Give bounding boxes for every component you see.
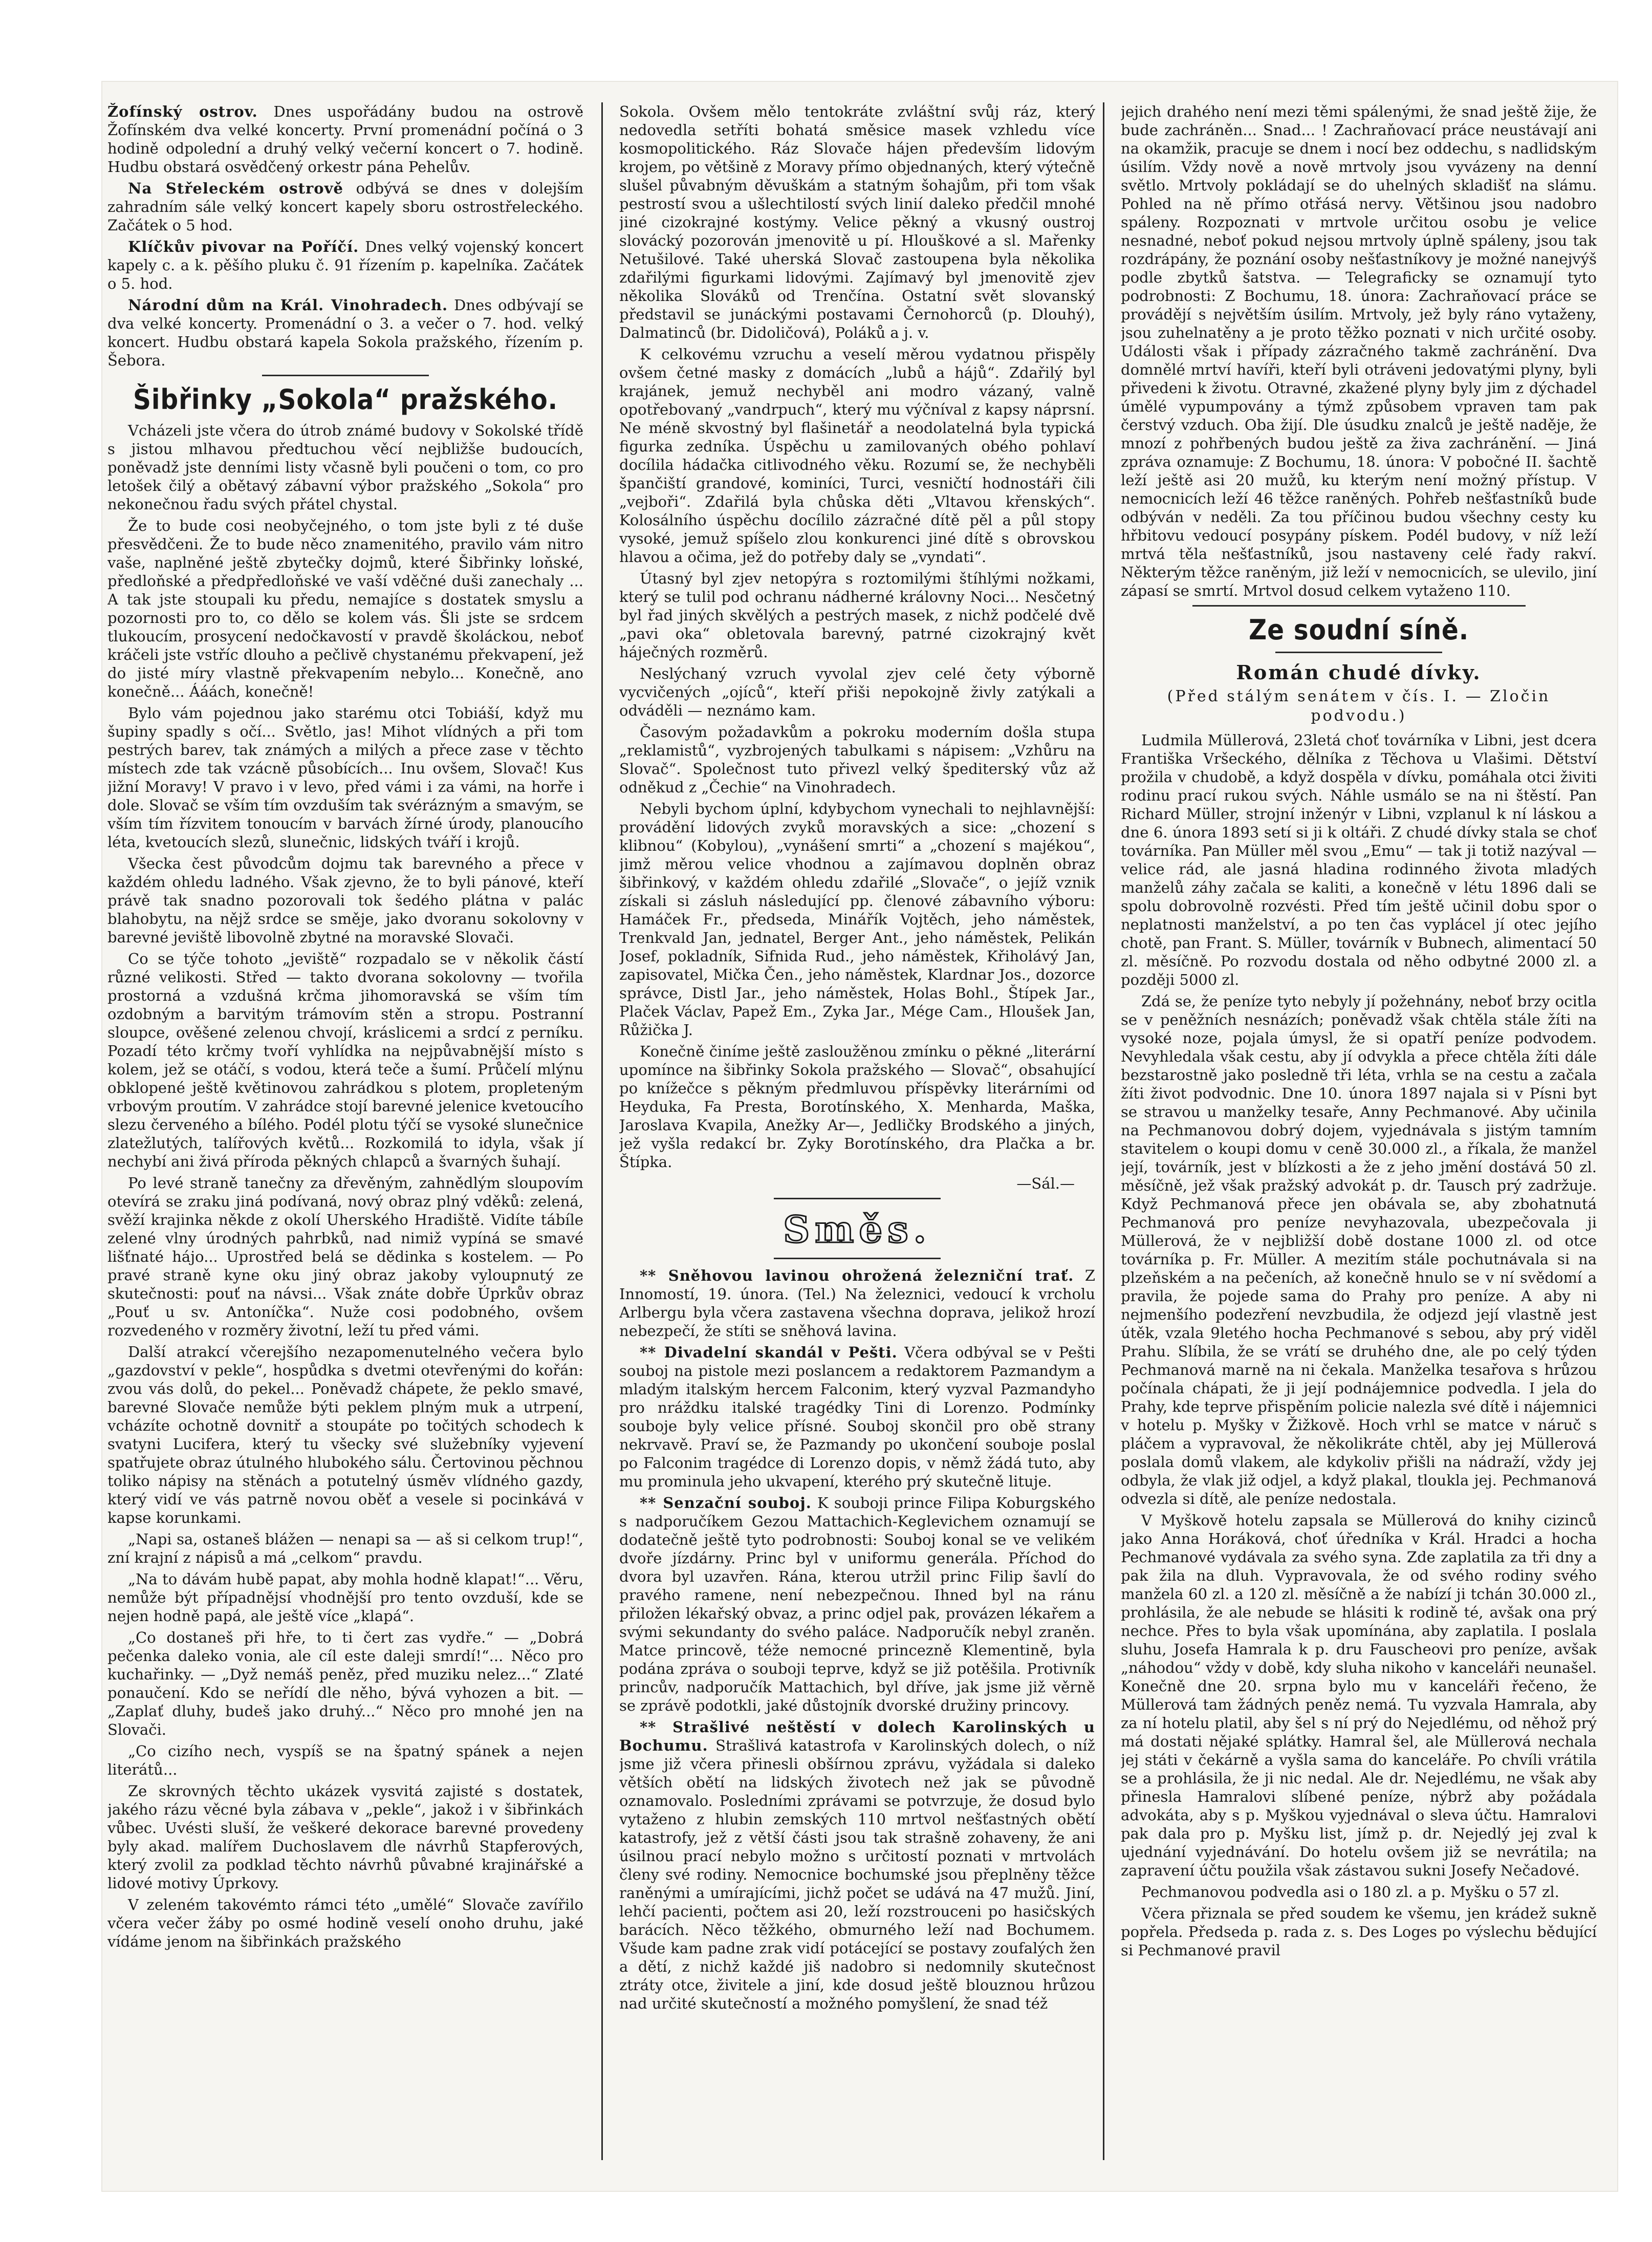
divider bbox=[774, 1198, 941, 1199]
news-item bbox=[619, 1718, 1095, 2013]
court-note: (Před stálým senátem v čís. I. — Zločin podvodu.) bbox=[1167, 687, 1551, 725]
news-item bbox=[619, 1266, 1095, 1340]
article-heading-sibrinky: Šibřinky „Sokola“ pražského. bbox=[133, 383, 558, 416]
news-item-text: K souboji prince Filipa Koburgského s nadporučíkem Gezou Mattachich-Keglevichem oznamují se dodatečně ještě tyto podrobnosti: Souboj konal se ve velikém dvoře jízdárny. Princ byl v uniformu generála. Příchod do dvora byl uzavřen. Rána, kterou utržil princ Filip šavlí do pravého ramene, není nebezpečnou. Ihned byl na ránu přiložen lékařský obvaz, a princ odjel pak, provázen lékařem a svými sekundanty do svého paláce. Nadporučík nebyl zraněn. Matce princově, téže nemocné princezně Klementině, byla podána zpráva o souboji teprve, když se již potěšila. Protivník princův, nadporučík Mattachich, byl dříve, jak jsme již věrně se zprávě podotkli, jaké důstojník dvorské družiny princovy. bbox=[619, 1494, 1095, 1714]
paragraph: Ludmila Müllerová, 23letá choť továrníka v Libni, jest dcera Františka Vršeckého, dělníka z Těchova u Vlašimi. Dětství prožila v chudobě, a když dospěla v dívku, pomáhala otci živiti rodinu prací rukou svých. Náhle usmálo se na ni štěstí. Pan Richard Müller, strojní inženýr v Libni, vzplanul k ní láskou a dne 6. února 1893 setí si ji k oltáři. Z chudé dívky stala se choť továrníka. Pan Müller měl svou „Emu“ — tak ji totiž nazýval — velice rád, ale jasná hladina rodinného života mladých manželů záhy začala se kaliti, a konečně v létu 1896 dali se spolu dobrovolně rozvésti. Před tím ještě učinil dobu spor o neplatnosti manželství, a po ten čas vyplácel jí otec jejího chotě, pan Frant. S. Müller, továrník v Bubnech, alimentací 50 zl. měsíčně. Po rozvodu dostala od něho odbytné 2000 zl. a později 5000 zl. bbox=[1121, 731, 1597, 988]
paragraph: Útasný byl zjev netopýra s roztomilými štíhlými nožkami, který se tulil pod ochranu nádherné královny Noci... Nesčetný byl řad jiných skvělých a pestrých masek, z nichž podčelé dvě „pavi oka“ obletovala barevný, patrné cizokrajný květ háječných rozměrů. bbox=[619, 570, 1095, 661]
section-heading-soudni-sin: Ze soudní síně. bbox=[1248, 614, 1469, 646]
news-item-lead: ** Strašlivé neštěstí v dolech Karolinských u Bochumu. bbox=[619, 1718, 1095, 1754]
paragraph: Ze skrovných těchto ukázek vysvitá zajisté s dostatek, jakého rázu věcné byla zábava v „pekle“, jakož i v šibřinkách vůbec. Uvésti sluší, že veškeré dekorace barevné provedeny byly akad. malířem Duchoslavem dle návrhů Stapferových, který zvolil za podklad těchto návrhů půvabné krajinářské a lidové motivy Úprkovy. bbox=[107, 1782, 583, 1892]
paragraph: Další atrakcí včerejšího nezapomenutelného večera bylo „gazdovství v pekle“, hospůdka s dvetmi otevřenými do kořán: zvou vás dolů, do pekel... Poněvadž chápete, že peklo smavé, barevné Slovače nemůže býti peklem plným muk a utrpení, vcházíte ochotně dovnitř a stoupáte po točitých schodech k svatyni Lucifera, který tu všecky své služebníky vyjevení spatřujete obraz útulného hlubokého sálu. Čertovinou pěchnou toliko nápisy na stěnách a potutelný úsměv vlídného gazdy, který vidí ve vás patrně novou oběť a vesele si pocinkává v kapse korunkami. bbox=[107, 1343, 583, 1526]
news-item-text: Včera odbýval se v Pešti souboj na pistole mezi poslancem a redaktorem Pazmandym a mladým italským hercem Falconim, který vyzval Pazmandyho pro nráždku italské tragédky Tini di Lorenzo. Podmínky souboje byly velice přísné. Souboj skončil pro obě strany nekrvavě. Praví se, že Pazmandy po ukončení souboje poslal po Falconim tragédce di Lorenzo dopis, v němž žádá tuto, aby mu prominula jeho ukvapení, kterého prý skutečně lituje. bbox=[619, 1344, 1095, 1490]
paragraph: K celkovému vzruchu a veselí měrou vydatnou přispěly ovšem četné masky z domácích „lubů a hájů“. Zdařilý byl krajánek, jemuž nechyběl ani modro vázaný, valně opotřebovaný „vandrpuch“, který mu výčníval z kapsy náprsní. Ne méně skvostný byl flašinetář a neodolatelná byla typická figurka zedníka. Úspěchu u zamilovaných obého pohlaví docílila hádačka citlivodného věku. Rozumí se, že nechyběli špančiští grandové, kominíci, Turci, vesničtí hodnostáři čili „vejboři“. Zdařilá byla chůska děti „Vltavou křenských“. Kolosálního úspěchu docílilo zázračné dítě pěl a půl stopy vysoké, jemuž spíšelo zlou konkurenci jiné dítě s obrovskou hlavou a očima, jež do potřeby daly se „vyndati“. bbox=[619, 346, 1095, 566]
notice-narodni-dum bbox=[107, 296, 583, 370]
notice-klickuv bbox=[107, 238, 583, 293]
divider bbox=[1192, 605, 1526, 607]
notice-lead: Národní dům na Král. Vinohradech. bbox=[128, 296, 448, 314]
column-rule bbox=[1103, 102, 1104, 2160]
paragraph: Po levé straně tanečny za dřevěným, zahnědlým sloupovím otevírá se zraku jiná podívaná, nový obraz plný vděků: zelená, svěží krajinka někde z okolí Uherského Hradiště. Vidíte tábíle zelené vlny úrodných pahrbků, nad nimiž vypíná se smavé lišťnaté hájo... Uprostřed belá se dědinka s kostelem. — Po pravé straně kyne oku jiný obraz jakoby vyloupnutý ze skutečnosti: pouť na návsi... Však znáte dobře Úprkův obraz „Pouť u sv. Antoníčka“. Nuže cosi podobného, ovšem rozvedeného v rozměry životní, leží tu před vámi. bbox=[107, 1174, 583, 1339]
column-1 bbox=[107, 102, 583, 2170]
section-heading-smes: Směs. bbox=[783, 1208, 931, 1251]
paragraph: Vcházeli jste včera do útrob známé budovy v Sokolské třídě s jistou mlhavou předtuchou věcí nejbližše budoucích, poněvadž jste denními listy včasně byli poučeni o tom, co pro letošek čilý a obětavý zábavní výbor pražského „Sokola“ pro nekonečnou řadu svých přátel chystal. bbox=[107, 422, 583, 513]
paragraph: „Na to dávám hubě papat, aby mohla hodně klapat!“... Věru, nemůže být případnějsí vhodnější pro tento ovzduší, kde se nejen hodně papá, ale ještě více „klapá“. bbox=[107, 1570, 583, 1625]
paragraph: „Napi sa, ostaneš blážen — nenapi sa — aš si celkom trup!“, zní krajní z nápisů a má „celkom“ pravdu. bbox=[107, 1530, 583, 1566]
paragraph: Zdá se, že peníze tyto nebyly jí požehnány, neboť brzy ocitla se v peněžních nesnázích; poněvadž však chtěla stále žíti na vysoké noze, pojala úmysl, že si opatří peníze podvodem. Nevyhledala však cestu, aby jí odvykla a přece chtěla žíti dále bezstarostně jako posledně tři léta, vrhla se na cestu a začala žíti život podvodnic. Dne 10. února 1897 najala si v Písni byt se stravou u manželky tesaře, Anny Pechmanové. Aby učinila na Pechmanovou dobrý dojem, vyjednávala s jistým tamním stavitelem o koupi domu v ceně 30.000 zl., a říkala, že manžel její, továrník, jest v blízkosti a že z jeho jmění dostává 50 zl. měsíčně, jež však pražský advokát p. dr. Tausch prý zadržuje. Když Pechmanová přece jen obávala se, aby zbohatnutá Pechmanová pro peníze nevyhazovala, ubezpečovala ji Müllerová, že v nejbližší době dostane 1000 zl. od otce továrníka p. Fr. Müller. A mezitím stále pochutnávala si na plzeňském a na pečeních, až konečně hnulo se v ní svědomí a pravila, že pojede sama do Prahy pro peníze. A aby ni nejmenšího podezření nevzbudila, že odjezd její vlastně jest útěk, vzala 9letého hocha Pechmanové s sebou, aby prý viděl Prahu. Slíbila, že se vrátí se druhého dne, ale po celý týden Pechmanová marně na ni čekala. Manželka tesařova s hrůzou počínala chápati, že ji její podnájemnice podvedla. I jela do Prahy, kde teprve přispěním policie nalezla své dítě i nájemnici v hotelu p. Myšky v Žižkově. Hoch vrhl se matce v náruč s pláčem a vypravoval, že několikráte chtěl, aby jej Müllerová poslala domů vlakem, ale kdykoliv přišli na nádraží, vždy jej odbyla, že vlak již odjel, a když plakal, tloukla jej. Pechmanová odvezla si dítě, ale peníze nedostala. bbox=[1121, 993, 1597, 1507]
paragraph: Včera přiznala se před soudem ke všemu, jen krádež sukně popřela. Předseda p. rada z. s. Des Loges po výslechu bědující si Pechmanové pravil bbox=[1121, 1905, 1597, 1959]
notice-lead: Klíčkův pivovar na Poříčí. bbox=[128, 238, 359, 255]
newspaper-page bbox=[102, 82, 1617, 2191]
news-item-lead: ** Divadelní skandál v Pešti. bbox=[640, 1344, 898, 1361]
notice-lead: Na Střeleckém ostrově bbox=[128, 180, 343, 197]
notice-text: Dnes odbývají se dva velké koncerty. Promenádní o 3. a večer o 7. hod. velký koncert. Hudbu obstará kapela Sokola pražského, řízením p. Šebora. bbox=[107, 296, 583, 369]
paragraph: Časovým požadavkům a pokroku moderním došla stupa „reklamistů“, vyzbrojených tabulkami s nápisem: „Vzhůru na Slovač“. Společnost tuto přivezl velký špediterský vůz až odněkud z „Čechie“ na Vinohradech. bbox=[619, 723, 1095, 796]
notice-strelecky bbox=[107, 179, 583, 234]
article-heading-roman: Román chudé dívky. bbox=[1236, 661, 1482, 684]
column-2 bbox=[619, 102, 1095, 2170]
paragraph: V zeleném takovémto rámci této „umělé“ Slovače zavířilo včera večer žáby po osmé hodině veselí onoho druhu, jaké vídáme jenom na šibřinkách pražského bbox=[107, 1896, 583, 1950]
notice-zofin bbox=[107, 102, 583, 176]
paragraph: V Myškově hotelu zapsala se Müllerová do knihy cizinců jako Anna Horáková, choť úředníka v Král. Hradci a hocha Pechmanové vydávala za svého syna. Zde zaplatila za tři dny a pak žila na dluh. Vypravovala, že od svého rodiny svého manžela 60 zl. a 120 zl. měsíčně a že nabízí ji tchán 30.000 zl., prohlásila, že ale nebude se hlásiti k rodině té, avšak ona prý nechce. Přes to byla však upomínána, aby zaplatila. I poslala sluhu, Josefa Hamrala k p. dru Fauscheovi pro peníze, avšak „náhodou“ vždy v době, kdy sluha nikoho v kanceláři neunašel. Konečně dne 20. srpna bylo mu v kanceláři řečeno, že Müllerová tam žádných peněz nemá. Tu vyzvala Hamrala, aby za ní hotelu platil, aby šel s ní prý do Nejedlému, od něhož prý má dostati nějaké splátky. Hamral šel, ale Müllerová nechala jej státi v čekárně a vyšla sama do kanceláře. Po chvíli vrátila se a prohlásila, že ji nic nedal. Ale dr. Nejedlému, ne však aby přinesla Hamralovi slíbené peníze, nýbrž aby požádala advokáta, aby s p. Myškou vyjednával o sleva účtu. Hamralovi pak dala pro p. Myšku list, jímž p. dr. Nejedlý jej zval k ujednání vyjednávání. Do hotelu ovšem již se nevrátila; na zapravení účtu použila však zástavou sukni Josefy Nečadové. bbox=[1121, 1512, 1597, 1879]
news-item-lead: ** Senzační souboj. bbox=[640, 1494, 812, 1512]
news-item-text: Z Innomostí, 19. února. (Tel.) Na železnici, vedoucí k vrcholu Arlbergu byla včera zastavena všechna doprava, jelikož hrozí nebezpečí, že stíti se sněhová lavina. bbox=[619, 1267, 1095, 1340]
divider bbox=[1275, 652, 1442, 653]
paragraph: Neslýchaný vzruch vyvolal zjev celé čety výborně vycvičených „ojíců“, kteří přiši nepokojně živly zatýkali a odváděli — neznámo kam. bbox=[619, 665, 1095, 719]
notice-lead: Žofínský ostrov. bbox=[107, 103, 258, 120]
notice-text: odbývá se dnes v dolejším zahradním sále velký koncert kapely sboru ostrostřeleckého. Začátek o 5 hod. bbox=[107, 180, 583, 234]
divider bbox=[262, 375, 429, 376]
column-3 bbox=[1121, 102, 1597, 2170]
notice-text: Dnes velký vojenský koncert kapely c. a k. pěšího pluku č. 91 řízením p. kapelníka. Začátek o 5. hod. bbox=[107, 238, 583, 292]
paragraph: „Co cizího nech, vyspíš se na špatný spánek a nejen literátů... bbox=[107, 1742, 583, 1778]
paragraph: Co se týče tohoto „jeviště“ rozpadalo se v několik částí různé velikosti. Střed — takto dvorana sokolovny — tvořila prostorná a vzdušná krčma jihomoravská se vším tím ozdobným a barvitým trámovím stěn a stropu. Postranní sloupce, ověšené zelenou chvojí, kráslicemi a srdcí z perníku. Pozadí této krčmy tvoří vyhlídka na nejpůvabnější místo s kolem, jež se otáčí, s vodou, která teče a šumí. Průčelí mlýnu obklopené ještě květinovou zahrádkou s plotem, propleteným vrbovým proutím. V zahrádce stojí barevné jelenice kvetoucího slezu červeného a bílého. Podél plotu týčí se vysoké slunečnice zlatežlutých, talířových květů... Rozkomilá to idyla, však jí nechybí ani živá příroda pěkných chlapců a švarných šuhají. bbox=[107, 950, 583, 1170]
paragraph: Bylo vám pojednou jako starému otci Tobiáší, když mu šupiny spadly s očí... Světlo, jas! Mihot vlídných a při tom pestrých barev, tak známých a milých a přece zase v těchto místech zde tak vzácně působících... Inu ovšem, Slovač! Kus jižní Moravy! V pravo i v levo, před vámi i za vámi, na horře i dole. Slovač se vším tím ovzduším tak svérázným a smavým, se vším tím řízvitem tonoucím v barvách žírné úrody, planoucího léta, kvetoucích slezů, slunečnic, lidských tváří i krojů. bbox=[107, 704, 583, 851]
news-item-text: Strašlivá katastrofa v Karolinských dolech, o níž jsme již včera přinesli obšírnou zprávu, vyžádala si daleko větších obětí na lidských životech než jak se původně oznamovalo. Posledními zprávami se potvrzuje, že dosud bylo vytaženo z hlubin zemských 110 mrtvol nešťastných obětí katastrofy, jež z větší části jsou tak strašně zohaveny, že ani úsilnou prací nebylo možno s určitostí poznati v mrtvolách členy své rodiny. Nemocnice bochumské jsou přeplněny těžce raněnými a umírajícími, jichž počet se udává na 47 mužů. Jiní, lehčí pacienti, počtem asi 20, leží rozstrouceni po hasičských barácích. Něco těžkého, obmurného leží nad Bochumem. Všude kam padne zrak vidí potácející se postavy zoufalých žen a dětí, z nichž každé jiš nadobro si nedomnily skutečnost ztráty otce, živitele a jiní, kde dosud ještě blouznou hrůzou nad určité skutečností a možného pomyšlení, že snad též bbox=[619, 1737, 1095, 2012]
paragraph: Sokola. Ovšem mělo tentokráte zvláštní svůj ráz, který nedovedla setříti bohatá směsice masek vzhledu více kosmopolitického. Ráz Slovače hájen především lidovým krojem, po většině z Moravy přímo objednaných, který výtečně slušel půvabným děvuškám a statným šohajům, při tom však pestrostí svou a ušlechtilostí svých linií daleko předčil mnohé jiné cizokrajné kostýmy. Velice pěkný a vkusný oustroj slovácký pozorován jmenovitě u pí. Hlouškové a sl. Mařenky Netušilové. Také uherská Slovač zastoupena byla několika zdařilými figurkami lidovými. Zajímavý byl jmenovitě zjev několika Slováků od Trenčína. Ostatní svět slovanský představil se junáckými postavami Černohorců (p. Dlouhý), Dalmatinců (br. Didoličová), Poláků a j. v. bbox=[619, 103, 1095, 341]
paragraph: Že to bude cosi neobyčejného, o tom jste byli z té duše přesvědčeni. Že to bude něco znamenitého, pravilo vám nitro vaše, naplněné ještě zbytečky dojmů, které Šibřinky loňské, předloňské a předpředloňské ve vaší vděčné duši zanechaly ... A tak jste stoupali ku předu, nemajíce s dostatek smyslu a pozornosti pro to, co dělo se kolem vás. Šli jste se srdcem tlukoucím, prosycení nedočkavostí v pravdě školáckou, neboť kráčeli jste vstříc dlouho a pečlivě chystanému překvapení, jež do jisté míry vlastně překvapením nebylo... Konečně, ano konečně... Ááách, konečně! bbox=[107, 517, 583, 700]
news-item-lead: ** Sněhovou lavinou ohrožená železniční trať. bbox=[640, 1267, 1074, 1284]
author-signature: —Sál.— bbox=[1016, 1175, 1075, 1192]
paragraph: Všecka čest původcům dojmu tak barevného a přece v každém ohledu ladného. Však zjevno, že to byli pánové, kteří právě tak snadno pozorovali tok šedého plátna v palác blahobytu, na nějž srdce se směje, jako dvoranu sokolovny v barevné jeviště libovolně zbytné na moravské Slovači. bbox=[107, 855, 583, 946]
paragraph: jejich drahého není mezi těmi spálenými, že snad ještě žije, že bude zachráněn... Snad... ! Zachraňovací práce neustávají ani na okamžik, pracuje se dnem i nocí bez oddechu, s nadlidským úsilím. Vždy nově a nově mrtvoly jsou vyvázeny na denní světlo. Mrtvoly pokládají se do uhelných skladišť na slámu. Pohled na ně přímo otřásá nervy. Většinou jsou nadobro spáleny. Rozpoznati v mrtvole určitou osobu je velice nesnadné, neboť pokud nejsou mrtvoly úplně spáleny, jsou tak rozdrápány, že poznání osoby nešťastníkovy je možné nanejvýš podle zbytků šatstva. — Telegraficky se oznamují tyto podrobnosti: Z Bochumu, 18. února: Zachraňovací práce se provádějí s největším úsilím. Mrtvoly, jež byly ráno vytaženy, jsou zuhelnatěny a je proto těžko poznati v nich určité osoby. Události však i případy zázračného takmě zachránění. Dva domnělé mrtví havíři, kteří byli otráveni jedovatými plyny, byli přivedeni k životu. Otravné, zkažené plyny byly jim z dýchadel úmělé vypumpovány a týmž způsobem vpraven tam pak čerstvý vzduch. Oba žijí. Dle úsudku znalců je ještě naděje, že mnozí z pohřbených budou ještě za živa zachránění. — Jiná zpráva oznamuje: Z Bochumu, 18. února: V pobočné II. šachtě leží ještě asi 20 mužů, ku kterým není možný přístup. V nemocnicích leží 46 těžce raněných. Pohřeb nešťastníků bude odbýván v neděli. Za tou příčinou budou všechny cesty ku hřbitovu vedoucí posypány pískem. Podél budovy, v níž leží mrtvá těla nešťastníků, jsou nastaveny celé řady rakví. Některým těžce raněným, již leží v nemocnicích, se ulevilo, jiní zápasí se smrtí. Mrtvol dosud celkem vytaženo 110. bbox=[1121, 103, 1597, 599]
column-rule bbox=[601, 102, 603, 2160]
paragraph: Nebyli bychom úplní, kdybychom vynechali to nejhlavnější: provádění lidových zvyků moravských a sice: „chození s klibnou“ (Kobylou), „vynášení smrti“ a „chození s majékou“, jimž měrou velice vhodnou a zajímavou doplněn obraz šibřinkový, v každém ohledu zdařilé „Slovače“, o jejíž vznik získali si zásluh následující pp. členové zábavního výboru: Hamáček Fr., předseda, Minářík Vojtěch, jeho náměstek, Trenkvald Jan, jednatel, Berger Ant., jeho náměstek, Pelikán Josef, pokladník, Sifnida Rud., jeho náměstek, Křiholávý Jan, zapisovatel, Mička Čen., jeho náměstek, Klardnar Jos., dozorce správce, Distl Jar., jeho náměstek, Holas Bohl., Štípek Jar., Plaček Václav, Papež Em., Zyka Jar., Mége Cam., Hloušek Jan, Růžička J. bbox=[619, 800, 1095, 1039]
news-item bbox=[619, 1343, 1095, 1491]
divider bbox=[774, 1258, 941, 1259]
paragraph: Pechmanovou podvedla asi o 180 zl. a p. Myšku o 57 zl. bbox=[1141, 1883, 1559, 1901]
notice-text: Dnes uspořádány budou na ostrově Žofínském dva velké koncerty. První promenádní počíná o 3 hodině odpolední a druhý velký večerní koncert o 7. hodině. Hudbu obstará osvědčený orkestr pána Pehelův. bbox=[107, 103, 583, 176]
paragraph: Konečně činíme ještě zasloužěnou zmínku o pěkné „literární upomínce na šibřinky Sokola pražského — Slovač“, obsahující po knížečce s pěkným předmluvou příspěvky literárními od Heyduka, Fa Presta, Borotínského, X. Menharda, Maška, Jaroslava Kvapila, Anežky Ar—, Jedličky Brodského a jiných, jež vyšla redakcí br. Zyky Borotínského, dra Plačka a br. Štípka. bbox=[619, 1043, 1095, 1171]
paragraph: „Co dostaneš při hře, to ti čert zas vydře.“ — „Dobrá pečenka daleko vonia, ale cíl este daleji smrdí!“... Něco pro kuchařinky. — „Dyž nemáš peněz, před muziku nelez...“ Zlaté ponaučení. Kdo se neřídí dle něho, bývá vyhozen a bit. — „Zaplať dluhy, budeš jako druhý...“ Něco pro mnohé jen na Slovači. bbox=[107, 1629, 583, 1738]
news-item bbox=[619, 1494, 1095, 1715]
